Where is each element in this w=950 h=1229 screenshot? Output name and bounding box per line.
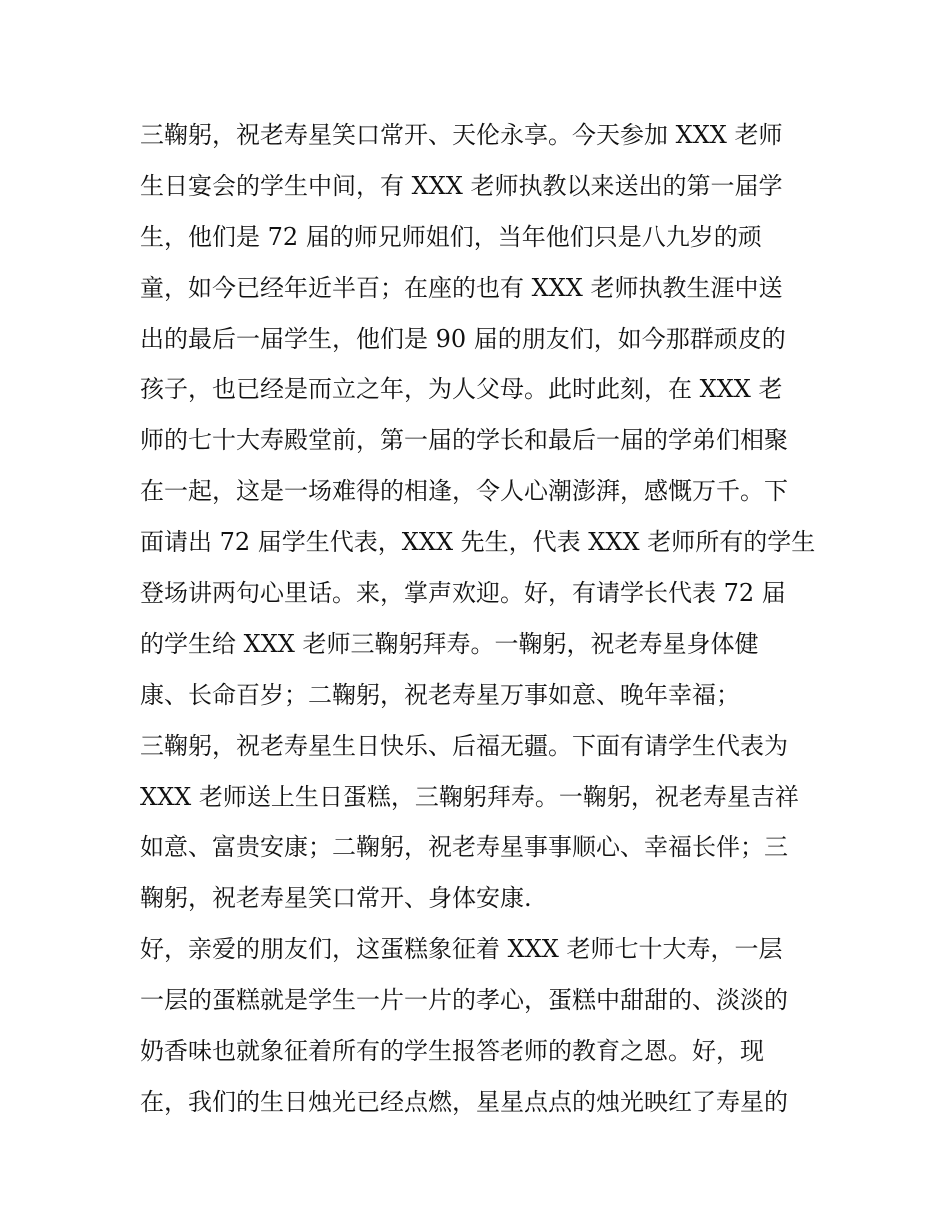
text-line: XXX 老师送上生日蛋糕，三鞠躬拜寿。一鞠躬，祝老寿星吉祥 bbox=[140, 782, 799, 811]
text-line: 康、长命百岁；二鞠躬，祝老寿星万事如意、晚年幸福； bbox=[140, 680, 740, 709]
text-line: 出的最后一届学生，他们是 90 届的朋友们，如今那群顽皮的 bbox=[140, 324, 786, 353]
text-line: 在一起，这是一场难得的相逢，令人心潮澎湃，感慨万千。下 bbox=[140, 477, 788, 506]
text-line: 一层的蛋糕就是学生一片一片的孝心，蛋糕中甜甜的、淡淡的 bbox=[140, 986, 788, 1015]
text-line: 童，如今已经年近半百；在座的也有 XXX 老师执教生涯中送 bbox=[140, 273, 783, 302]
text-line: 的学生给 XXX 老师三鞠躬拜寿。一鞠躬，祝老寿星身体健 bbox=[140, 629, 759, 658]
text-line: 鞠躬，祝老寿星笑口常开、身体安康. bbox=[140, 884, 532, 913]
text-line: 好，亲爱的朋友们，这蛋糕象征着 XXX 老师七十大寿，一层 bbox=[140, 935, 783, 964]
text-line: 在，我们的生日烛光已经点燃，星星点点的烛光映红了寿星的 bbox=[140, 1087, 788, 1116]
text-line: 三鞠躬，祝老寿星笑口常开、天伦永享。今天参加 XXX 老师 bbox=[140, 121, 783, 149]
body-text bbox=[140, 110, 820, 1128]
text-line: 三鞠躬，祝老寿星生日快乐、后福无疆。下面有请学生代表为 bbox=[140, 731, 788, 760]
text-line: 如意、富贵安康；二鞠躬，祝老寿星事事顺心、幸福长伴；三 bbox=[140, 833, 788, 862]
text-line: 登场讲两句心里话。来，掌声欢迎。好，有请学长代表 72 届 bbox=[140, 579, 786, 608]
text-line: 生，他们是 72 届的师兄师姐们，当年他们只是八九岁的顽 bbox=[140, 222, 762, 251]
text-line: 师的七十大寿殿堂前，第一届的学长和最后一届的学弟们相聚 bbox=[140, 426, 788, 455]
text-line: 奶香味也就象征着所有的学生报答老师的教育之恩。好，现 bbox=[140, 1037, 764, 1066]
text-line: 孩子，也已经是而立之年，为人父母。此时此刻，在 XXX 老 bbox=[140, 375, 783, 404]
text-line: 面请出 72 届学生代表，XXX 先生，代表 XXX 老师所有的学生 bbox=[140, 528, 816, 557]
text-line: 生日宴会的学生中间，有 XXX 老师执教以来送出的第一届学 bbox=[140, 171, 783, 200]
